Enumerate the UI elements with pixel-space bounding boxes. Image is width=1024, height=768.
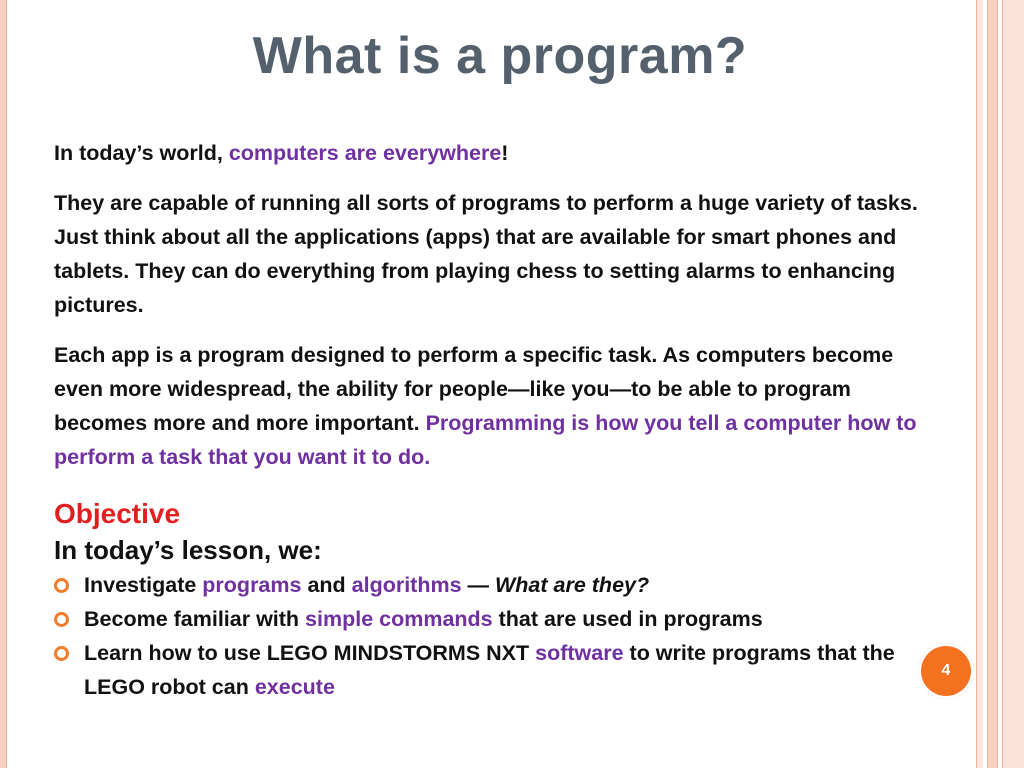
page-number-badge: 4 [918,643,974,699]
apps-paragraph: They are capable of running all sorts of programs to perform a huge variety of tasks. Just think about all the applications (apps) that are available for smart phones and tablets. They can do everything from playing chess to setting alarms to enhancing pictures. [54,191,918,317]
highlight-text: software [535,641,624,665]
bullet-circle-icon [54,578,69,593]
highlight-text: simple commands [305,607,493,631]
slide-body [54,136,924,704]
highlight-text: programs [202,573,302,597]
text-run: Become familiar with [84,607,306,631]
text-run: that are used in programs [492,607,763,631]
text-run: Investigate [84,573,203,597]
bullet-circle-icon [54,646,69,661]
objective-list [54,568,924,704]
objective-heading: Objective [54,498,181,529]
programming-paragraph [54,338,924,474]
list-item [54,568,924,602]
highlight-text: algorithms [351,573,462,597]
italic-text: What are they? [495,573,650,597]
left-border-decoration [0,0,7,768]
text-run: ! [501,141,509,165]
text-run: Each app is a program designed to perform a specific task. As computers become even more widespread, the ability for people—like you—to be able to program becomes more and more important. [54,343,894,435]
text-run: In today’s world, [54,141,229,165]
text-run: Learn how to use LEGO MINDSTORMS NXT [84,641,536,665]
highlight-text: execute [254,675,335,699]
slide-title: What is a program? [252,27,748,85]
intro-paragraph [54,136,924,170]
lesson-heading: In today’s lesson, we: [54,535,322,565]
text-run: and [301,573,352,597]
text-run: — [461,573,495,597]
highlight-text: Programming is how you tell a computer how to perform a task that you want it to do. [54,411,917,469]
highlight-text: computers are everywhere [228,141,502,165]
list-item [54,602,924,636]
bullet-circle-icon [54,612,69,627]
right-border-decoration [976,0,1024,768]
text-run: to write programs that the LEGO robot can [84,641,895,699]
list-item [54,636,924,704]
